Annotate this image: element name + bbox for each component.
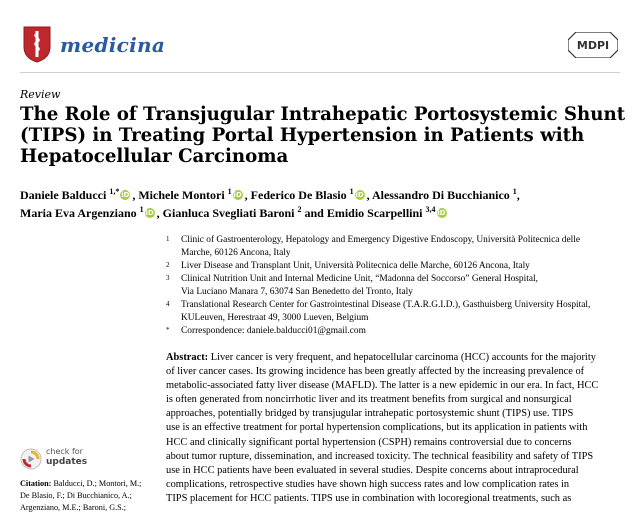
abstract — [166, 351, 636, 506]
updates-text: updates — [46, 457, 88, 467]
title-line: Hepatocellular Carcinoma — [20, 146, 289, 167]
abstract-text: use in HCC patients have been evaluated in several studies. Despite concerns about intraprocedural — [166, 464, 579, 476]
author-separator: , — [156, 206, 160, 220]
publisher-label: MDPI — [576, 39, 610, 52]
journal-logo-icon — [22, 25, 52, 63]
author-name[interactable] — [138, 188, 244, 202]
abstract-text: use is an effective treatment for portal hypertension complications, but its application in patients with — [166, 422, 588, 434]
article-title — [20, 104, 626, 167]
affiliation-line: Translational Research Center for Gastrointestinal Disease (T.A.R.G.I.D.), Gasthuisberg University Hospital, — [181, 300, 591, 310]
citation-line — [20, 490, 160, 502]
abstract-line — [166, 492, 636, 506]
title-line: The Role of Transjugular Intrahepatic Portosystemic Shunt — [20, 104, 626, 125]
citation-label: Citation: — [20, 479, 52, 488]
check-for-text: check for — [46, 447, 83, 456]
affiliation-line: KULeuven, Herestraat 49, 3000 Lueven, Belgium — [181, 313, 369, 323]
author-separator: and — [301, 206, 324, 220]
author-text: Daniele Balducci — [20, 188, 107, 202]
author-line — [20, 186, 630, 204]
orcid-icon[interactable]: iD — [355, 191, 364, 200]
article-type: Review — [20, 88, 61, 101]
affiliation-number: * — [166, 326, 170, 334]
abstract-text: is often generated from noncirrhotic liver and its treatment benefits from surgical and nonsurgical — [166, 394, 572, 406]
abstract-text: approaches, potentially bridged by transjugular intrahepatic portosystemic shunt (TIPS) use. TIPS — [166, 408, 574, 420]
author-text: Federico De Blasio — [250, 188, 347, 202]
author-name[interactable] — [163, 206, 302, 220]
affiliation-line: Liver Disease and Transplant Unit, Università Politecnica delle Marche, 60126 Ancona, Italy — [181, 261, 530, 271]
citation-text: De Blasio, F.; Di Bucchianico, A.; — [20, 491, 132, 500]
author-list — [20, 186, 630, 222]
affiliation-list — [166, 234, 636, 338]
affiliation-number: 2 — [166, 261, 170, 269]
abstract-line — [166, 450, 636, 464]
abstract-line — [166, 421, 636, 435]
affiliation-line: Clinic of Gastroenterology, Hepatology and Emergency Digestive Endoscopy, Università Politecnica delle — [181, 235, 581, 245]
author-text: Emidio Scarpellini — [326, 206, 423, 220]
affiliation-marker: 1 — [512, 187, 517, 196]
author-name[interactable] — [20, 188, 132, 202]
author-name[interactable] — [372, 188, 517, 202]
abstract-line — [166, 393, 636, 407]
correspondence — [166, 325, 636, 338]
affiliation-marker: 3,4 — [425, 205, 436, 214]
affiliation — [166, 273, 636, 299]
author-separator: , — [132, 188, 136, 202]
orcid-icon[interactable]: iD — [233, 191, 242, 200]
citation-text: Balducci, D.; Montori, M.; — [53, 479, 142, 488]
abstract-line — [166, 365, 636, 379]
abstract-text: of liver cancer cases. Its growing incidence has been greatly affected by the increasing prevalence of — [166, 366, 585, 378]
abstract-line — [166, 478, 636, 492]
header-divider — [20, 72, 620, 73]
abstract-label: Abstract: — [166, 352, 209, 363]
affiliation-line: Marche, 60126 Ancona, Italy — [181, 248, 291, 258]
title-line: (TIPS) in Treating Portal Hypertension in Patients with — [20, 125, 585, 146]
abstract-text: HCC and clinically significant portal hypertension (CSPH) remains controversial due to concerns — [166, 436, 572, 448]
citation-text: Argenziano, M.E.; Baroni, G.S.; — [20, 503, 127, 512]
author-text: Alessandro Di Bucchianico — [371, 188, 510, 202]
affiliation-number: 4 — [166, 300, 170, 308]
orcid-icon[interactable]: iD — [121, 191, 130, 200]
author-name[interactable] — [327, 206, 449, 220]
affiliation — [166, 299, 636, 325]
abstract-line — [166, 379, 636, 393]
author-name[interactable] — [251, 188, 367, 202]
abstract-text: Liver cancer is very frequent, and hepatocellular carcinoma (HCC) accounts for the majority — [210, 352, 596, 363]
citation-line — [20, 478, 160, 490]
author-line — [20, 204, 630, 222]
check-for-updates-icon — [20, 448, 42, 470]
affiliation-number: 1 — [166, 235, 170, 243]
abstract-text: TIPS placement for HCC patients. TIPS use in combination with locoregional treatments, such as — [166, 492, 572, 504]
affiliation-line[interactable]: Correspondence: daniele.balducci01@gmail.com — [181, 326, 366, 336]
affiliation-marker: 2 — [297, 205, 302, 214]
affiliation — [166, 234, 636, 260]
affiliation-marker: 1,* — [109, 187, 120, 196]
affiliation-line: Via Luciano Manara 7, 63074 San Benedetto del Tronto, Italy — [181, 287, 413, 297]
affiliation-marker: 1 — [227, 187, 232, 196]
check-for-updates-badge[interactable] — [20, 446, 140, 472]
citation-line — [20, 502, 160, 514]
abstract-line — [166, 407, 636, 421]
abstract-line — [166, 464, 636, 478]
author-text: Gianluca Svegliati Baroni — [162, 206, 295, 220]
citation-block — [20, 478, 160, 514]
mdpi-logo-icon[interactable] — [568, 32, 618, 58]
abstract-text: metabolic-associated fatty liver disease (MAFLD). The latter is a new epidemic in our era. In fact, HCC — [166, 380, 599, 392]
orcid-icon[interactable]: iD — [437, 209, 446, 218]
affiliation-marker: 1 — [139, 205, 144, 214]
affiliation — [166, 260, 636, 273]
journal-name[interactable]: medicina — [60, 33, 166, 57]
author-text: Maria Eva Argenziano — [20, 206, 137, 220]
abstract-line — [166, 351, 636, 365]
affiliation-line: Clinical Nutrition Unit and Internal Medicine Unit, “Madonna del Soccorso” General Hospital, — [181, 274, 538, 284]
affiliation-marker: 1 — [349, 187, 354, 196]
orcid-icon[interactable]: iD — [145, 209, 154, 218]
author-name[interactable] — [20, 206, 157, 220]
abstract-text: complications, retrospective studies have shown high success rates and low complication rates in — [166, 478, 570, 490]
abstract-text: about tumor rupture, dissemination, and increased toxicity. The technical feasibility and safety of TIPS — [166, 450, 594, 462]
abstract-line — [166, 436, 636, 450]
author-separator: , — [366, 188, 370, 202]
affiliation-number: 3 — [166, 274, 170, 282]
author-separator: , — [516, 188, 520, 202]
author-separator: , — [244, 188, 248, 202]
author-text: Michele Montori — [138, 188, 225, 202]
